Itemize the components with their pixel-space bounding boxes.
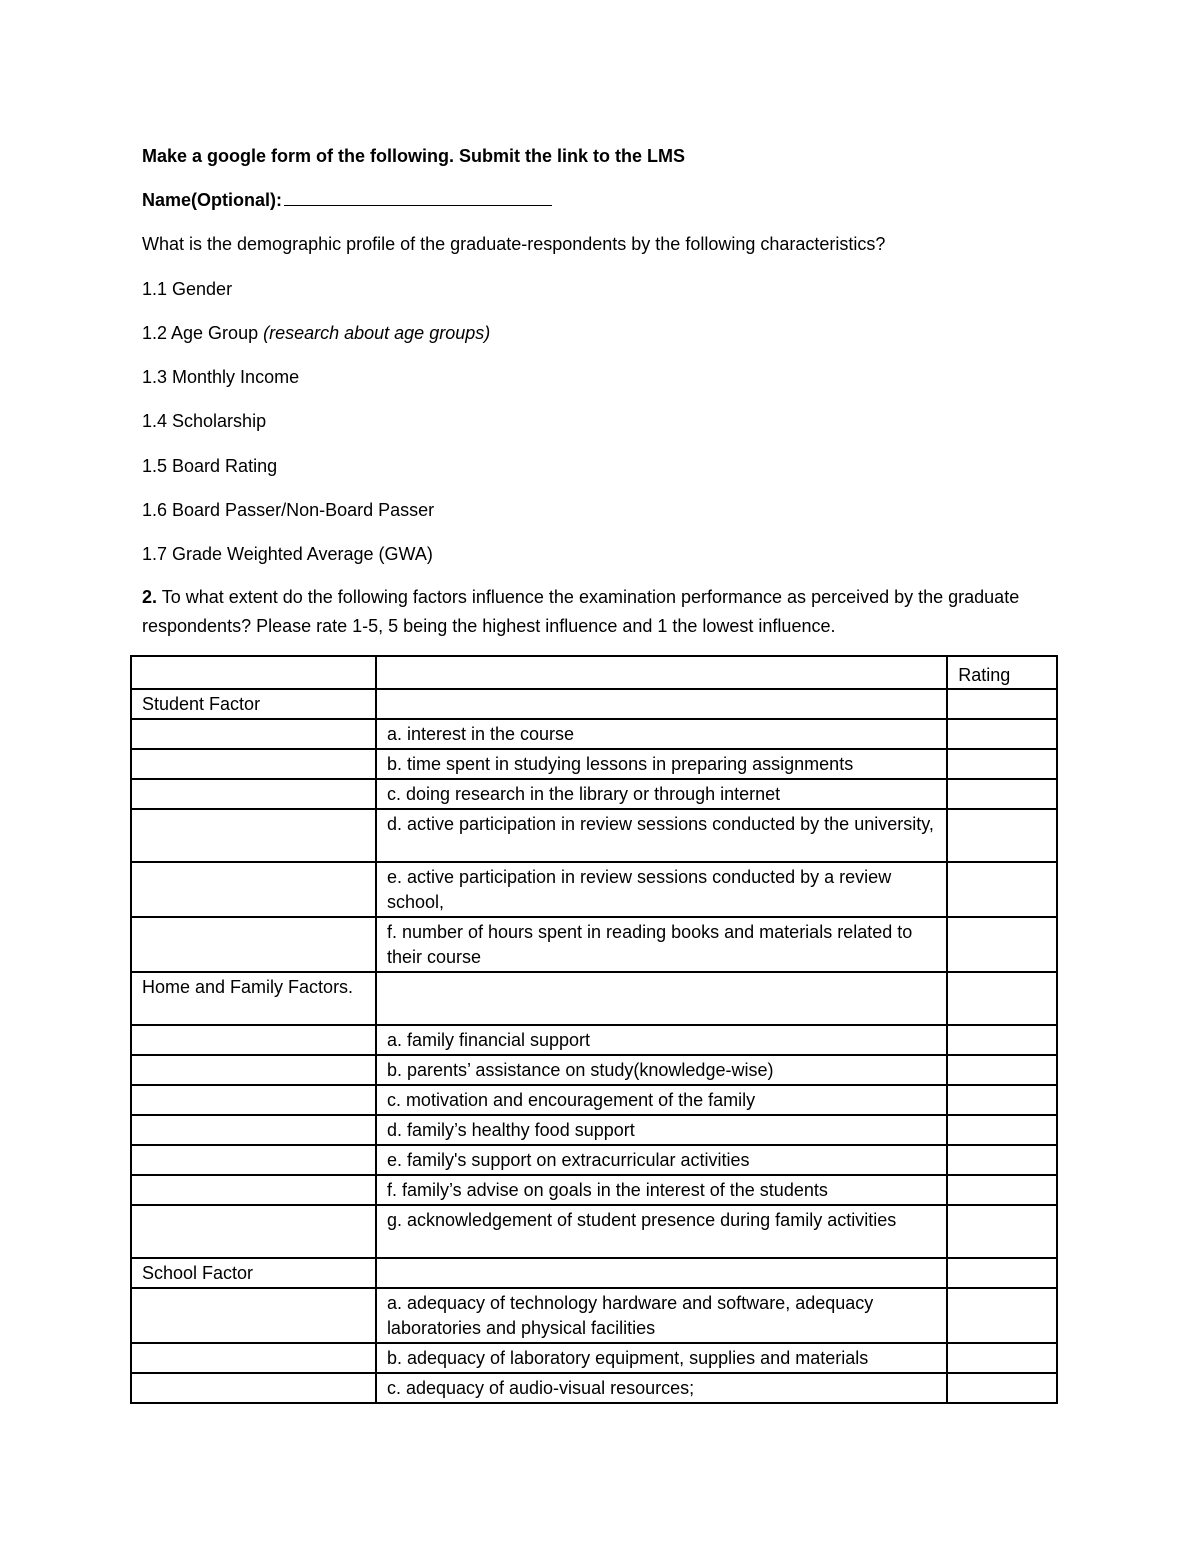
table-row	[131, 1115, 1057, 1145]
table-row	[131, 689, 1057, 719]
category-cell	[131, 1343, 376, 1373]
rating-cell[interactable]	[947, 719, 1057, 749]
table-row	[131, 1025, 1057, 1055]
table-row	[131, 749, 1057, 779]
factor-cell: d. family’s healthy food support	[376, 1115, 947, 1145]
table-row	[131, 1288, 1057, 1343]
table-row	[131, 1258, 1057, 1288]
factor-cell: e. family's support on extracurricular activities	[376, 1145, 947, 1175]
rating-cell[interactable]	[947, 862, 1057, 917]
category-cell	[131, 1025, 376, 1055]
item-1-5: 1.5 Board Rating	[142, 456, 278, 476]
item-1-6: 1.6 Board Passer/Non-Board Passer	[142, 500, 435, 520]
factor-cell: d. active participation in review sessions conducted by the university,	[376, 809, 947, 862]
category-cell	[131, 749, 376, 779]
rating-cell[interactable]	[947, 1288, 1057, 1343]
item-1-1: 1.1 Gender	[142, 279, 233, 299]
name-blank-line	[284, 189, 552, 206]
category-cell	[131, 1115, 376, 1145]
category-cell: School Factor	[131, 1258, 376, 1288]
category-cell	[131, 1175, 376, 1205]
table-row	[131, 862, 1057, 917]
rating-cell[interactable]	[947, 1115, 1057, 1145]
category-cell	[131, 862, 376, 917]
category-cell	[131, 1145, 376, 1175]
instruction-text: Make a google form of the following. Submit the link to the LMS	[142, 146, 685, 166]
factor-cell: f. number of hours spent in reading books and materials related to their course	[376, 917, 947, 972]
question-2	[142, 583, 1052, 641]
category-cell	[131, 809, 376, 862]
table-row	[131, 1085, 1057, 1115]
rating-cell[interactable]	[947, 1025, 1057, 1055]
rating-cell[interactable]	[947, 749, 1057, 779]
factor-cell	[376, 972, 947, 1025]
rating-cell[interactable]	[947, 779, 1057, 809]
rating-cell[interactable]	[947, 689, 1057, 719]
category-cell: Student Factor	[131, 689, 376, 719]
name-field-row	[142, 189, 552, 211]
table-row	[131, 972, 1057, 1025]
factor-cell: c. doing research in the library or through internet	[376, 779, 947, 809]
factor-cell: a. family financial support	[376, 1025, 947, 1055]
factor-cell: g. acknowledgement of student presence during family activities	[376, 1205, 947, 1258]
header-cell-category	[131, 656, 376, 689]
table-row	[131, 1055, 1057, 1085]
rating-cell[interactable]	[947, 917, 1057, 972]
category-cell	[131, 719, 376, 749]
rating-cell[interactable]	[947, 972, 1057, 1025]
item-1-2-note: (research about age groups)	[263, 323, 491, 343]
factor-cell: c. adequacy of audio-visual resources;	[376, 1373, 947, 1403]
question-2-number: 2.	[142, 587, 158, 607]
rating-cell[interactable]	[947, 1205, 1057, 1258]
factor-cell: a. interest in the course	[376, 719, 947, 749]
table-row	[131, 1145, 1057, 1175]
name-label: Name(Optional):	[142, 190, 283, 210]
factor-cell: b. time spent in studying lessons in preparing assignments	[376, 749, 947, 779]
category-cell: Home and Family Factors.	[131, 972, 376, 1025]
rating-cell[interactable]	[947, 809, 1057, 862]
table-row	[131, 1205, 1057, 1258]
factor-cell: e. active participation in review sessions conducted by a review school,	[376, 862, 947, 917]
category-cell	[131, 779, 376, 809]
item-1-7: 1.7 Grade Weighted Average (GWA)	[142, 544, 433, 564]
category-cell	[131, 1085, 376, 1115]
rating-cell[interactable]	[947, 1145, 1057, 1175]
factor-cell: b. parents’ assistance on study(knowledge-wise)	[376, 1055, 947, 1085]
table-row	[131, 1343, 1057, 1373]
question-2-text: To what extent do the following factors influence the examination performance as perceived by the graduate respondents? Please rate 1-5, 5 being the highest influence and 1 the lowest influence.	[142, 587, 1020, 636]
category-cell	[131, 1288, 376, 1343]
rating-cell[interactable]	[947, 1258, 1057, 1288]
item-1-2-label: 1.2 Age Group	[142, 323, 264, 343]
table-row	[131, 917, 1057, 972]
question-1: What is the demographic profile of the graduate-respondents by the following characteristics?	[142, 234, 886, 254]
factor-cell: b. adequacy of laboratory equipment, supplies and materials	[376, 1343, 947, 1373]
rating-cell[interactable]	[947, 1175, 1057, 1205]
category-cell	[131, 1205, 376, 1258]
item-1-3: 1.3 Monthly Income	[142, 367, 300, 387]
rating-cell[interactable]	[947, 1373, 1057, 1403]
factor-cell: c. motivation and encouragement of the family	[376, 1085, 947, 1115]
rating-cell[interactable]	[947, 1055, 1057, 1085]
rating-table	[130, 655, 1058, 1404]
category-cell	[131, 1055, 376, 1085]
table-row	[131, 1175, 1057, 1205]
table-row	[131, 719, 1057, 749]
factor-cell: a. adequacy of technology hardware and software, adequacy laboratories and physical facilities	[376, 1288, 947, 1343]
factor-cell: f. family’s advise on goals in the interest of the students	[376, 1175, 947, 1205]
factor-cell	[376, 689, 947, 719]
table-row	[131, 809, 1057, 862]
table-header-row	[131, 656, 1057, 689]
category-cell	[131, 917, 376, 972]
rating-cell[interactable]	[947, 1085, 1057, 1115]
table-row	[131, 1373, 1057, 1403]
category-cell	[131, 1373, 376, 1403]
table-row	[131, 779, 1057, 809]
item-1-2	[142, 322, 490, 344]
header-cell-rating: Rating	[947, 656, 1057, 689]
factor-cell	[376, 1258, 947, 1288]
rating-cell[interactable]	[947, 1343, 1057, 1373]
header-cell-factor	[376, 656, 947, 689]
item-1-4: 1.4 Scholarship	[142, 411, 267, 431]
